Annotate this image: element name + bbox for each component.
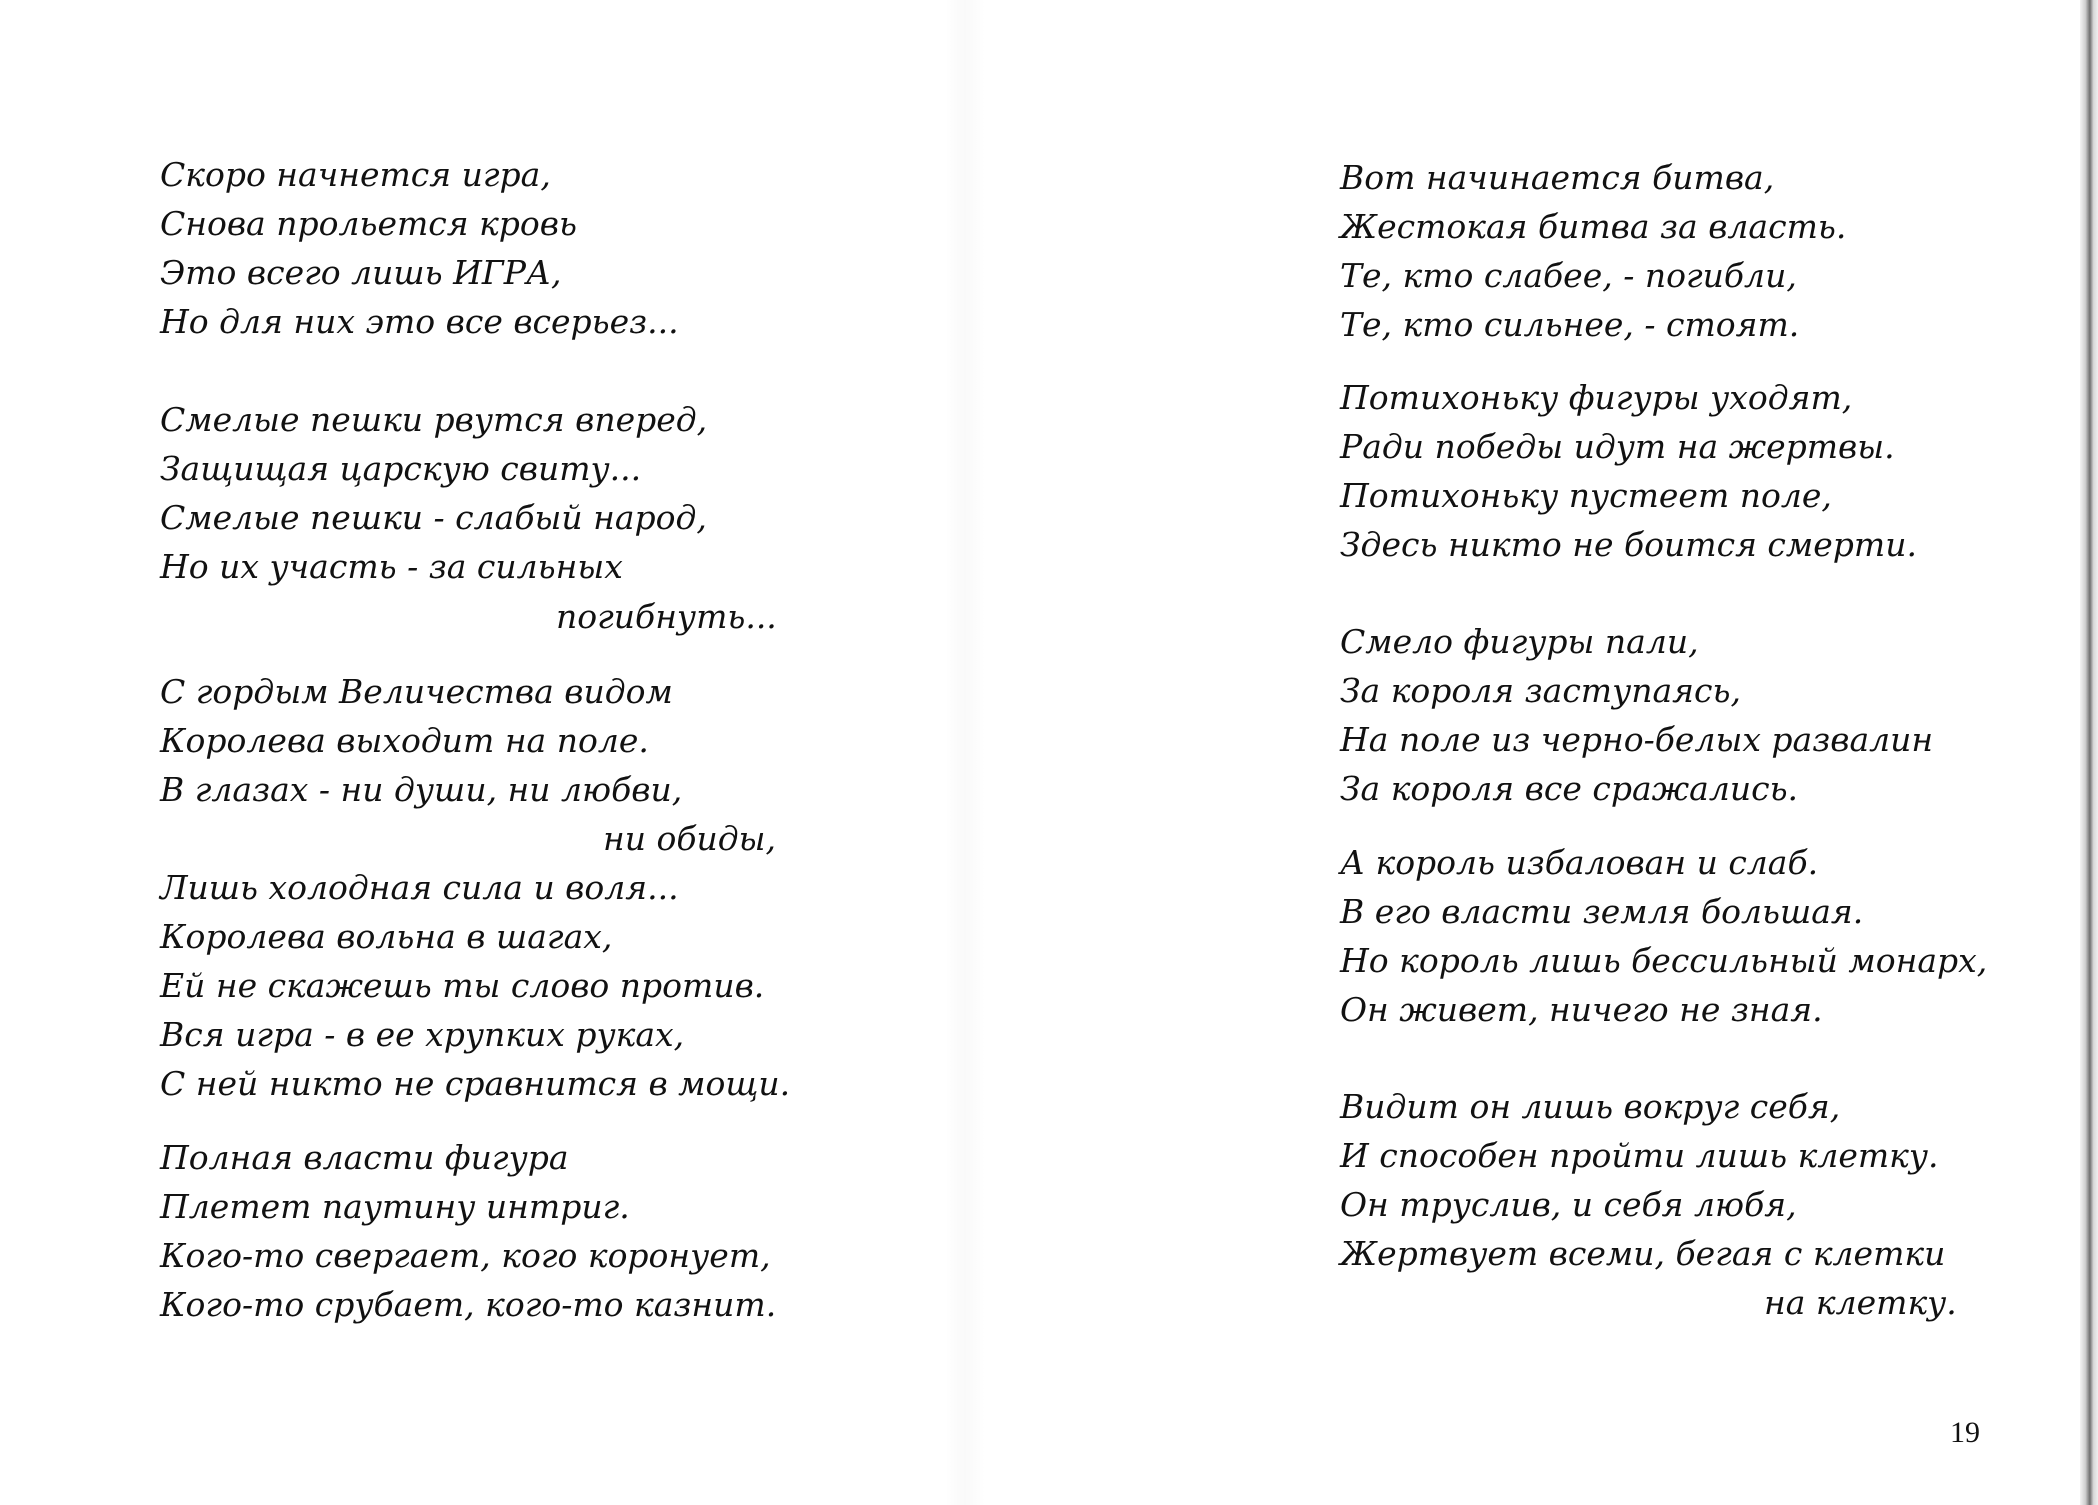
poem-line: Ради победы идут на жертвы. bbox=[1340, 427, 1895, 466]
poem-line: Те, кто слабее, - погибли, bbox=[1340, 256, 1797, 295]
poem-line: Жестокая битва за власть. bbox=[1340, 207, 1847, 246]
poem-line: Скоро начнется игра, bbox=[160, 155, 551, 194]
poem-line: Жертвует всеми, бегая с клетки bbox=[1340, 1234, 1946, 1273]
poem-line: В его власти земля большая. bbox=[1340, 892, 1864, 931]
poem-line: Королева вольна в шагах, bbox=[160, 917, 613, 956]
poem-line: Это всего лишь ИГРА, bbox=[160, 253, 562, 292]
poem-line: Кого-то срубает, кого-то казнит. bbox=[160, 1285, 777, 1324]
poem-line: Защищая царскую свиту... bbox=[160, 449, 642, 488]
poem-line: А король избалован и слаб. bbox=[1340, 843, 1819, 882]
poem-line: Королева выходит на поле. bbox=[160, 721, 649, 760]
poem-line: За короля заступаясь, bbox=[1340, 671, 1741, 710]
poem-line: На поле из черно-белых развалин bbox=[1340, 720, 1934, 759]
poem-line: За короля все сражались. bbox=[1340, 769, 1799, 808]
poem-line: Но их участь - за сильных bbox=[160, 547, 623, 586]
poem-line: Здесь никто не боится смерти. bbox=[1340, 525, 1917, 564]
poem-line-indented: на клетку. bbox=[1764, 1283, 1957, 1322]
poem-line: Полная власти фигура bbox=[160, 1138, 569, 1177]
poem-line: Потихоньку фигуры уходят, bbox=[1340, 378, 1853, 417]
poem-line-indented: ни обиды, bbox=[603, 819, 777, 858]
poem-line: Кого-то свергает, кого коронует, bbox=[160, 1236, 771, 1275]
poem-line: Вся игра - в ее хрупких руках, bbox=[160, 1015, 685, 1054]
page-edge bbox=[2080, 0, 2098, 1505]
poem-line: С гордым Величества видом bbox=[160, 672, 673, 711]
poem-line: Потихоньку пустеет поле, bbox=[1340, 476, 1832, 515]
poem-line: Ей не скажешь ты слово против. bbox=[160, 966, 765, 1005]
poem-line: Но король лишь бессильный монарх, bbox=[1340, 941, 1988, 980]
poem-line: С ней никто не сравнится в мощи. bbox=[160, 1064, 791, 1103]
poem-line: Снова прольется кровь bbox=[160, 204, 577, 243]
book-gutter bbox=[945, 0, 985, 1505]
poem-line: Смелые пешки рвутся вперед, bbox=[160, 400, 708, 439]
poem-line: Вот начинается битва, bbox=[1340, 158, 1775, 197]
poem-line: Лишь холодная сила и воля... bbox=[160, 868, 679, 907]
poem-line: И способен пройти лишь клетку. bbox=[1340, 1136, 1939, 1175]
poem-line: Те, кто сильнее, - стоят. bbox=[1340, 305, 1800, 344]
poem-line: Плетет паутину интриг. bbox=[160, 1187, 630, 1226]
poem-line: В глазах - ни души, ни любви, bbox=[160, 770, 683, 809]
poem-line: Смело фигуры пали, bbox=[1340, 622, 1699, 661]
poem-line: Видит он лишь вокруг себя, bbox=[1340, 1087, 1841, 1126]
poem-line: Смелые пешки - слабый народ, bbox=[160, 498, 707, 537]
poem-line: Он труслив, и себя любя, bbox=[1340, 1185, 1797, 1224]
poem-line-indented: погибнуть... bbox=[556, 597, 777, 636]
page-number: 19 bbox=[1950, 1416, 1980, 1449]
poem-line: Но для них это все всерьез... bbox=[160, 302, 679, 341]
poem-line: Он живет, ничего не зная. bbox=[1340, 990, 1823, 1029]
